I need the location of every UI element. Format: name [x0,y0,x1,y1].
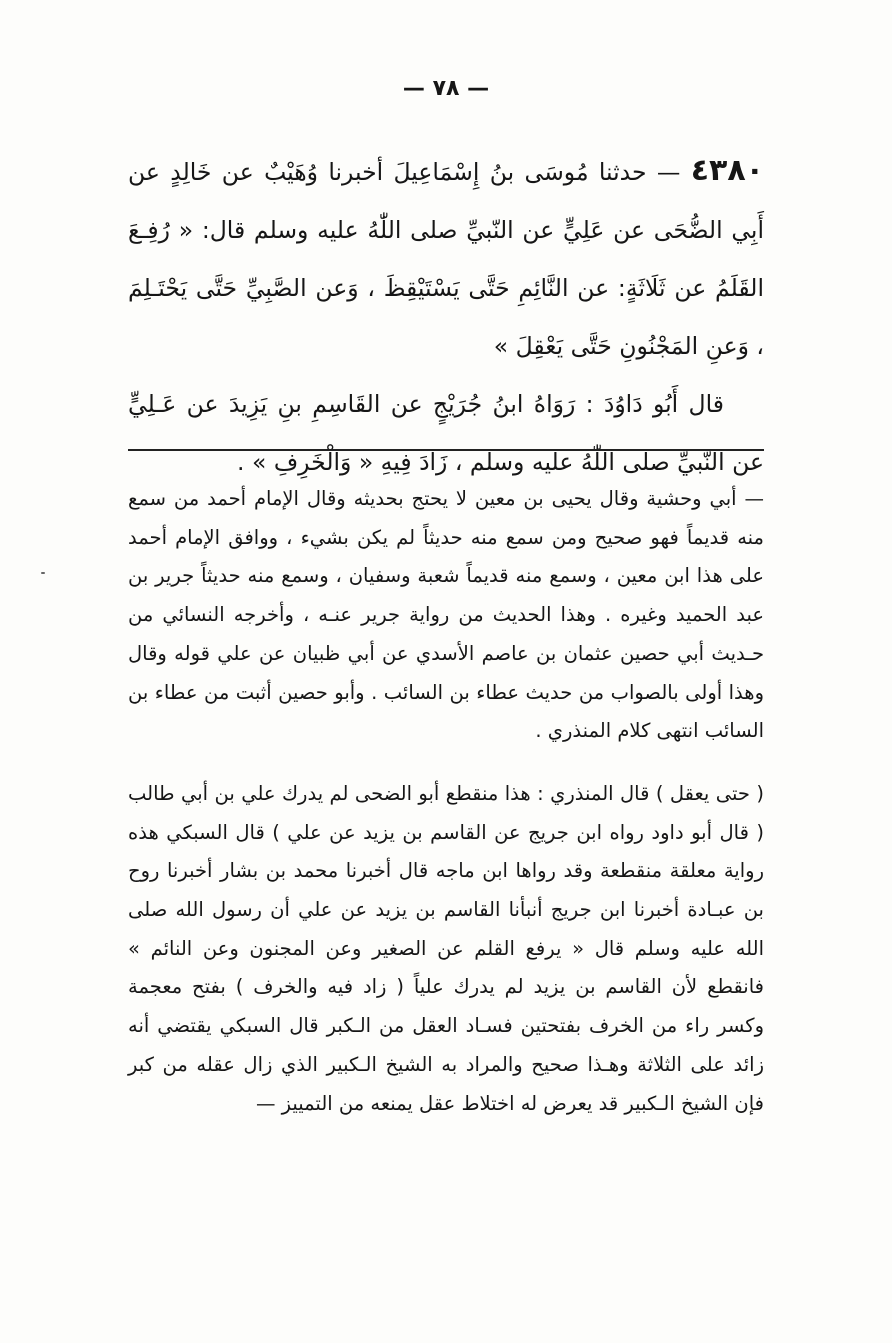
commentary-paragraph-1: — أبي وحشية وقال يحيى بن معين لا يحتج بحديثه وقال الإمام أحمد من سمع منه قديماً فهو صحيح ومن سمع منه حديثاً لم يكن بشيء ، ووافق الإمام أحمد على هذا ابن معين ، وسمع منه قديماً شعبة وسفيان ، وسمع منه حديثاً جرير بن عبد الحميد وغيره . وهذا الحديث من رواية جرير عنـه ، وأخرجه النسائي من حـديث أبي حصين عثمان بن عاصم الأسدي عن أبي ظبيان عن علي قوله وقال وهذا أولى بالصواب من حديث عطاء بن السائب . وأبو حصين أثبت من عطاء بن السائب انتهى كلام المنذري . [128,487,764,743]
hadith-text: — حدثنا مُوسَى بنُ إِسْمَاعِيلَ أخبرنا وُهَيْبٌ عن خَالِدٍ عن أَبِي الضُّحَى عن عَلِيٍّ عن النّبيِّ صلى اللّٰهُ عليه وسلم قال: « رُفِـعَ القَلَمُ عن ثَلَاثَةٍ: عن النَّائِمِ حَتَّى يَسْتَيْقِظَ ، وَعن الصَّبِيِّ حَتَّى يَحْتَـلِمَ ، وَعنِ المَجْنُونِ حَتَّى يَعْقِلَ » [128,158,764,360]
separator-line [128,449,764,451]
hadith-number: ٤٣٨٠ [690,153,764,188]
commentary-paragraph-2: ( حتى يعقل ) قال المنذري : هذا منقطع أبو الضحى لم يدرك علي بن أبي طالب ( قال أبو داود رواه ابن جريج عن القاسم بن يزيد عن علي ) قال السبكي هذه رواية معلقة منقطعة وقد رواها ابن ماجه قال أخبرنا محمد بن بشار أخبرنا روح بن عبـادة أخبرنا ابن جريج أنبأنا القاسم بن يزيد عن علي أن رسول الله صلى الله عليه وسلم قال « يرفع القلم عن الصغير وعن المجنون وعن النائم » فانقطع لأن القاسم بن يزيد لم يدرك علياً ( زاد فيه والخرف ) بفتح معجمة وكسر راء من الخرف بفتحتين فسـاد العقل من الـكبر قال السبكي يقتضي أنه زائد على الثلاثة وهـذا صحيح والمراد به الشيخ الـكبير الذي زال عقله من كبر فإن الشيخ الـكبير قد يعرض له اختلاط عقل يمنعه من التمييز — [128,781,764,1115]
hadith-paragraph [128,142,764,375]
page-number: — ٧٨ — [402,76,490,101]
hadith-block [128,142,764,491]
commentary-block [128,480,764,1123]
abu-dawud-note: قال أَبُو دَاوُدَ : رَوَاهُ ابنُ جُرَيْجٍ عن القَاسِمِ بنِ يَزِيدَ عن عَـلِيٍّ عن النّبيِّ صلى اللّٰهُ عليه وسلم ، زَادَ فِيهِ « وَالْخَرِفِ » . [128,390,764,476]
print-speck [41,572,45,574]
